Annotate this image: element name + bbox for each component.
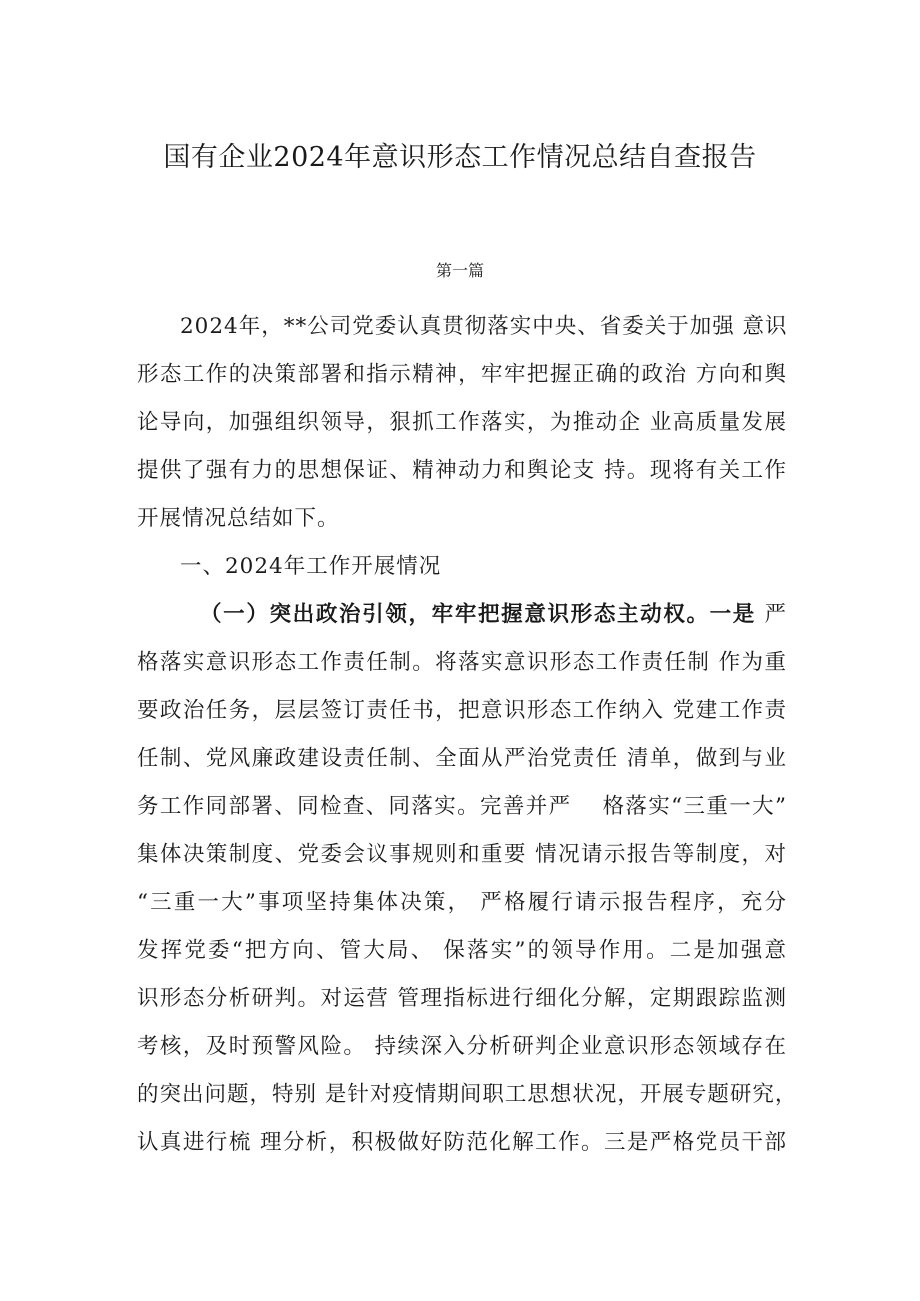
paragraph-line: 集体决策制度、党委会议事规则和重要 情况请示报告等制度，对	[137, 842, 787, 867]
paragraph-line: 考核，及时预警风险。 持续深入分析研判企业意识形态领域存在	[137, 1034, 787, 1059]
paragraph-line: “三重一大”事项坚持集体决策， 严格履行请示报告程序，充分	[137, 890, 787, 915]
paragraph-line: 任制、党风廉政建设责任制、全面从严治党责任 清单，做到与业	[137, 746, 787, 771]
paragraph-line: 的突出问题，特别 是针对疫情期间职工思想状况，开展专题研究，	[137, 1082, 798, 1107]
paragraph-line: 认真进行梳 理分析，积极做好防范化解工作。三是严格党员干部	[137, 1130, 787, 1155]
section-heading: 一、2024年工作开展情况	[180, 554, 442, 579]
paragraph-line: 形态工作的决策部署和指示精神，牢牢把握正确的政治 方向和舆	[137, 362, 787, 387]
paragraph-line: 2024年，**公司党委认真贯彻落实中央、省委关于加强 意识	[180, 314, 788, 339]
paragraph-line: 识形态分析研判。对运营 管理指标进行细化分解，定期跟踪监测	[137, 986, 787, 1011]
paragraph-line: 务工作同部署、同检查、同落实。完善并严 格落实“三重一大”	[137, 794, 787, 819]
document-title: 国有企业2024年意识形态工作情况总结自查报告	[163, 142, 757, 173]
paragraph-line: 提供了强有力的思想保证、精神动力和舆论支 持。现将有关工作	[137, 458, 787, 483]
section-subtitle: 第一篇	[435, 261, 484, 280]
paragraph-line: 发挥党委“把方向、管大局、 保落实”的领导作用。二是加强意	[137, 938, 787, 963]
paragraph-line: 格落实意识形态工作责任制。将落实意识形态工作责任制 作为重	[137, 650, 787, 675]
paragraph-line: （一）突出政治引领，牢牢把握意识形态主动权。一是 严	[200, 602, 787, 627]
paragraph-line: 要政治任务，层层签订责任书，把意识形态工作纳入 党建工作责	[137, 698, 787, 723]
paragraph-line: 开展情况总结如下。	[137, 506, 340, 531]
paragraph-line: 论导向，加强组织领导，狠抓工作落实，为推动企 业高质量发展	[137, 410, 787, 435]
